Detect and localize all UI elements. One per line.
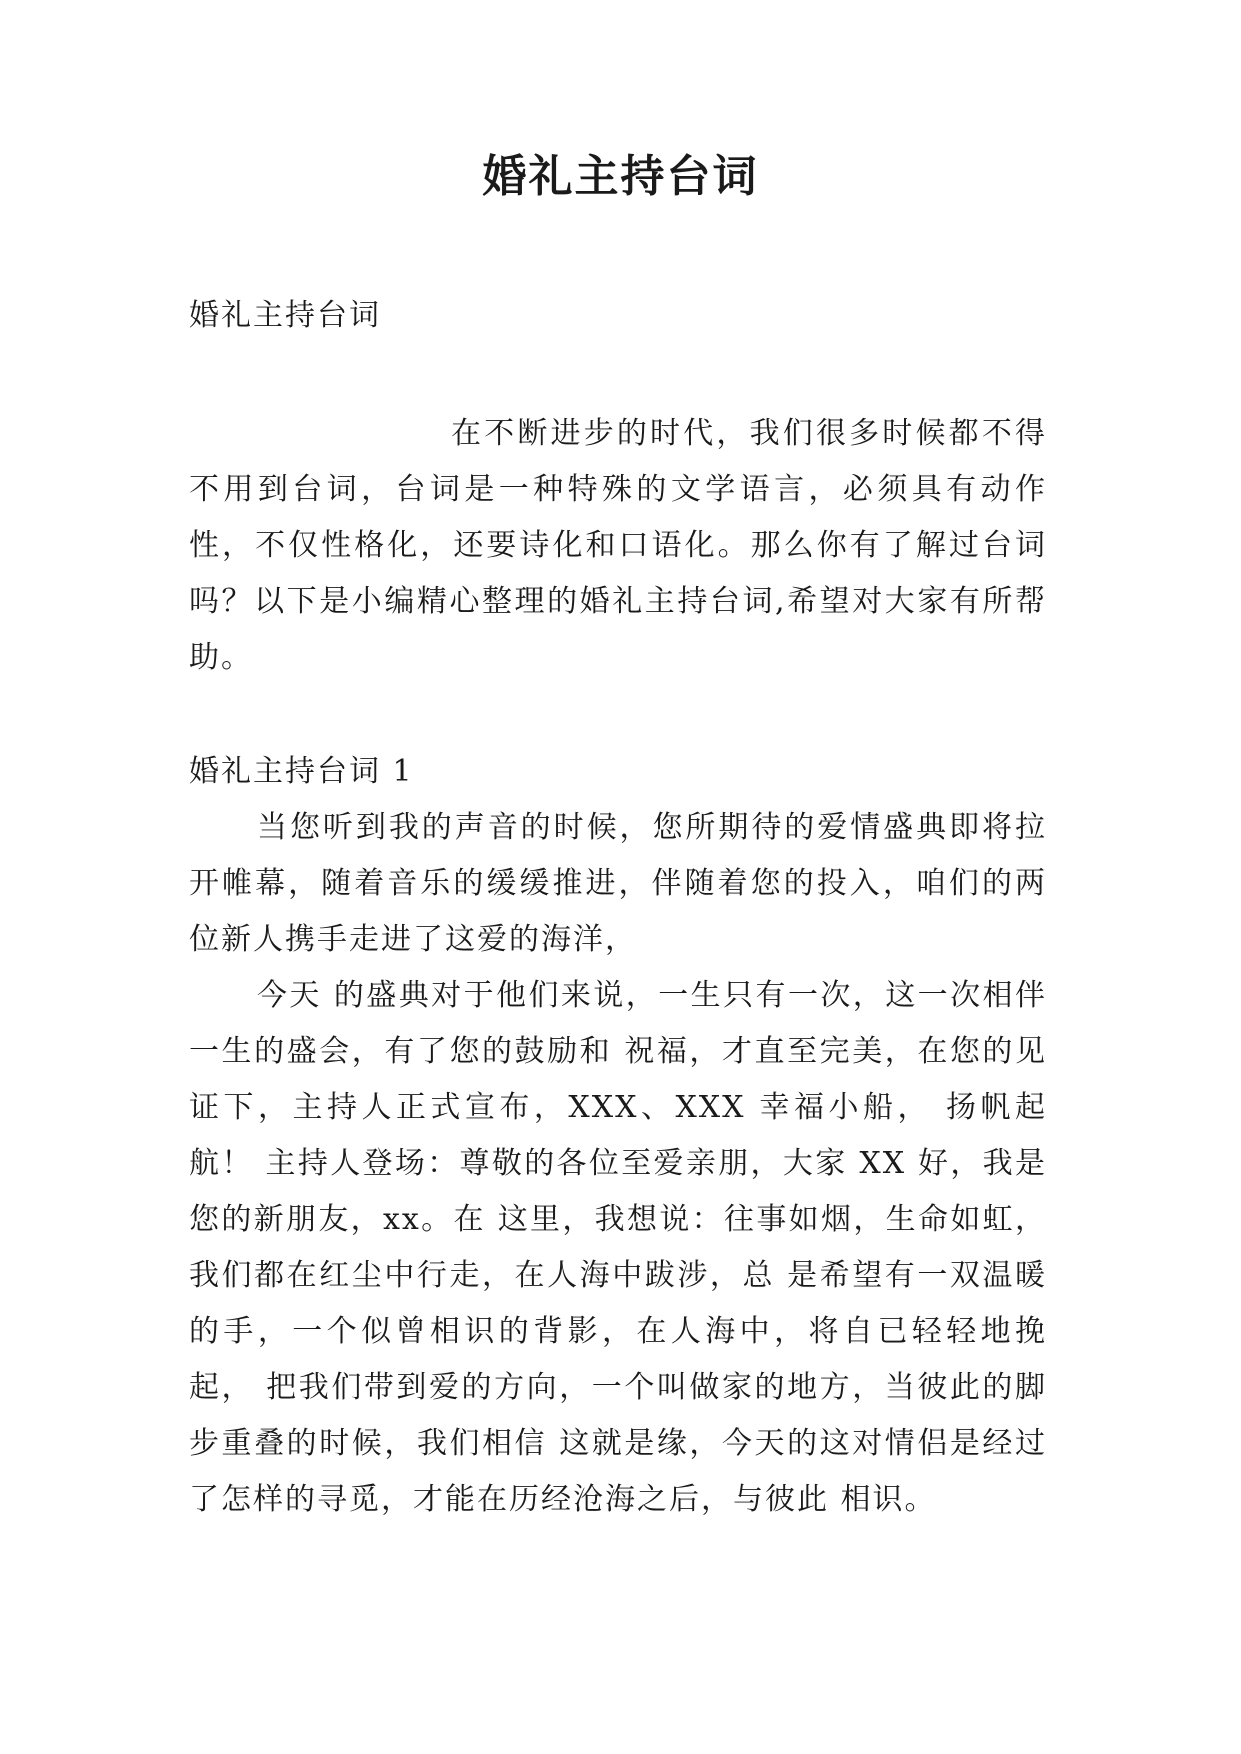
body-paragraph: 今天 的盛典对于他们来说，一生只有一次，这一次相伴一生的盛会，有了您的鼓励和 祝福，才直至完美，在您的见证下，主持人正式宣布，XXX、XXX 幸福小船， 扬帆起航！ 主持人登场：尊敬的各位至爱亲朋，大家 XX 好，我是您的新朋友，xx。在 这里，我想说：往事如烟，生命如虹，我们都在红尘中行走，在人海中跋涉，总 是希望有一双温暖的手，一个似曾相识的背影，在人海中，将自已轻轻地挽起， 把我们带到爱的方向，一个叫做家的地方，当彼此的脚步重叠的时候，我们相信 这就是缘，今天的这对情侣是经过了怎样的寻觅，才能在历经沧海之后，与彼此 相识。 [189,978,1047,1517]
body-paragraph: 当您听到我的声音的时候，您所期待的爱情盛典即将拉开帷幕，随着音乐的缓缓推进，伴随着您的投入，咱们的两位新人携手走进了这爱的海洋， [189,810,1047,957]
intro-paragraph: 在不断进步的时代，我们很多时候都不得不用到台词，台词是一种特殊的文学语言，必须具有动作性，不仅性格化，还要诗化和口语化。那么你有了解过台词吗？以下是小编精心整理的婚礼主持台词,希望对大家有所帮助。 [189,416,1047,675]
document-title: 婚礼主持台词 [482,151,759,202]
document-body [189,288,1047,1528]
document-subtitle: 婚礼主持台词 [189,298,381,333]
section-title: 婚礼主持台词 1 [189,754,414,789]
